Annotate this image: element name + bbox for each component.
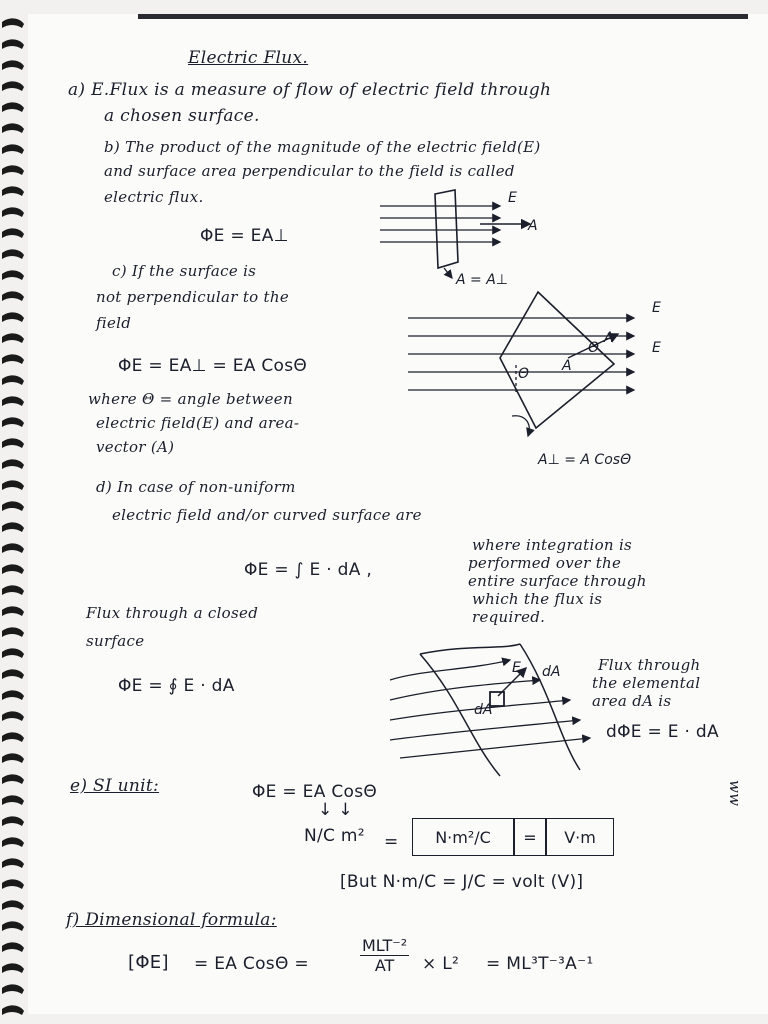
point-a-line1: a) E.Flux is a measure of flow of electric field through: [68, 80, 552, 100]
top-edge-line: [138, 14, 748, 19]
si-unit-box-1: N·m²/C: [412, 818, 514, 856]
dimension-denominator: AT: [374, 956, 395, 975]
point-d-note2: performed over the: [468, 554, 622, 572]
fig3-label-da: dA: [542, 664, 561, 680]
spiral-ring: [2, 816, 24, 826]
spiral-ring: [2, 459, 24, 469]
formula-flux-closed: ΦE = ∮ E · dA: [118, 676, 235, 696]
fig2-label-e2: E: [652, 340, 661, 356]
si-unit-units: N/C m²: [304, 826, 365, 846]
spiral-ring: [2, 942, 24, 952]
spiral-ring: [2, 858, 24, 868]
fig3-note1: Flux through: [598, 656, 701, 674]
si-unit-box-equals: =: [514, 818, 546, 856]
spiral-ring: [2, 669, 24, 679]
spiral-ring: [2, 354, 24, 364]
spiral-ring: [2, 564, 24, 574]
fig1-label-a: A: [528, 218, 538, 234]
closed-surface-line2: surface: [86, 632, 145, 650]
spiral-ring: [2, 123, 24, 133]
fig3-note3: area dA is: [592, 692, 672, 710]
fig1-label-e: E: [508, 190, 517, 206]
spiral-ring: [2, 795, 24, 805]
spiral-ring: [2, 627, 24, 637]
point-d-note3: entire surface through: [468, 572, 647, 590]
spiral-ring: [2, 165, 24, 175]
spiral-ring: [2, 690, 24, 700]
si-unit-arrows: ↓ ↓: [318, 800, 353, 820]
spiral-ring: [2, 648, 24, 658]
fig2-label-theta1: Θ: [588, 340, 600, 356]
point-c-where3: vector (A): [96, 438, 175, 456]
spiral-ring: [2, 480, 24, 490]
fig2-label-theta2: Θ: [518, 366, 530, 382]
spiral-ring: [2, 228, 24, 238]
spiral-ring: [2, 396, 24, 406]
dimension-result: = ML³T⁻³A⁻¹: [486, 954, 594, 974]
formula-si-unit: ΦE = EA CosΘ: [252, 782, 378, 802]
dimension-eq1: = EA CosΘ =: [194, 954, 309, 974]
spiral-ring: [2, 417, 24, 427]
spiral-ring: [2, 879, 24, 889]
spiral-ring: [2, 921, 24, 931]
fig3-label-e: E: [512, 660, 521, 676]
point-f-label: f) Dimensional formula:: [66, 910, 277, 930]
point-c-line1: c) If the surface is: [112, 262, 257, 280]
spiral-ring: [2, 438, 24, 448]
spiral-ring: [2, 60, 24, 70]
point-c-line3: field: [96, 314, 132, 332]
point-c-where1: where Θ = angle between: [88, 390, 293, 408]
point-d-line1: d) In case of non-uniform: [96, 478, 296, 496]
point-a-line2: a chosen surface.: [104, 106, 260, 126]
point-c-where2: electric field(E) and area-: [96, 414, 300, 432]
spiral-ring: [2, 501, 24, 511]
point-e-label: e) SI unit:: [70, 776, 160, 796]
spiral-ring: [2, 984, 24, 994]
point-c-line2: not perpendicular to the: [96, 288, 290, 306]
fig1-label-bottom: A = A⊥: [456, 272, 508, 288]
si-unit-bracket-note: [But N·m/C = J/C = volt (V)]: [340, 872, 584, 892]
spiral-ring: [2, 249, 24, 259]
fig2-label-bottom: A⊥ = A CosΘ: [538, 452, 632, 468]
spiral-ring: [2, 606, 24, 616]
si-unit-box-2: V·m: [546, 818, 614, 856]
formula-flux-integral: ΦE = ∫ E · dA ,: [244, 560, 373, 580]
spiral-ring: [2, 732, 24, 742]
fig2-label-e1: E: [652, 300, 661, 316]
point-b-line3: electric flux.: [104, 188, 204, 206]
spiral-ring: [2, 270, 24, 280]
dimension-numerator: MLT⁻²: [362, 936, 408, 955]
spiral-ring: [2, 333, 24, 343]
point-d-note5: required.: [472, 608, 546, 626]
figure-perpendicular-surface: [380, 186, 560, 286]
margin-scribble: ww: [726, 780, 744, 807]
formula-flux-perpendicular: ΦE = EA⊥: [200, 226, 289, 246]
spiral-ring: [2, 102, 24, 112]
dimension-lhs: [ΦE]: [128, 952, 169, 973]
spiral-ring: [2, 144, 24, 154]
spiral-ring: [2, 81, 24, 91]
spiral-ring: [2, 312, 24, 322]
spiral-ring: [2, 585, 24, 595]
spiral-ring: [2, 375, 24, 385]
point-d-line2: electric field and/or curved surface are: [112, 506, 422, 524]
spiral-ring: [2, 186, 24, 196]
dimension-fraction: [360, 936, 409, 975]
fig2-label-a-mid: A: [562, 358, 572, 374]
formula-flux-angle: ΦE = EA⊥ = EA CosΘ: [118, 356, 308, 376]
spiral-ring: [2, 39, 24, 49]
figure-inclined-surface: [408, 288, 668, 448]
closed-surface-line1: Flux through a closed: [86, 604, 259, 622]
spiral-ring: [2, 711, 24, 721]
spiral-ring: [2, 900, 24, 910]
fig3-formula: dΦE = E · dA: [606, 722, 719, 742]
spiral-ring: [2, 291, 24, 301]
spiral-ring: [2, 543, 24, 553]
fig2-label-a-vector: A: [604, 330, 614, 346]
spiral-ring: [2, 753, 24, 763]
point-d-note4: which the flux is: [472, 590, 603, 608]
spiral-ring: [2, 522, 24, 532]
point-b-line2: and surface area perpendicular to the field is called: [104, 162, 515, 180]
dimension-times: × L²: [422, 954, 460, 974]
fig3-label-da-mid: dA: [474, 702, 493, 718]
spiral-binding: [0, 0, 26, 1024]
fig3-note2: the elemental: [592, 674, 701, 692]
spiral-ring: [2, 207, 24, 217]
si-unit-equals: =: [384, 832, 399, 852]
spiral-ring: [2, 774, 24, 784]
spiral-ring: [2, 837, 24, 847]
spiral-ring: [2, 963, 24, 973]
point-d-note1: where integration is: [472, 536, 633, 554]
point-b-line1: b) The product of the magnitude of the electric field(E): [104, 138, 541, 156]
spiral-ring: [2, 18, 24, 28]
spiral-ring: [2, 1005, 24, 1015]
page-title: Electric Flux.: [188, 48, 309, 68]
